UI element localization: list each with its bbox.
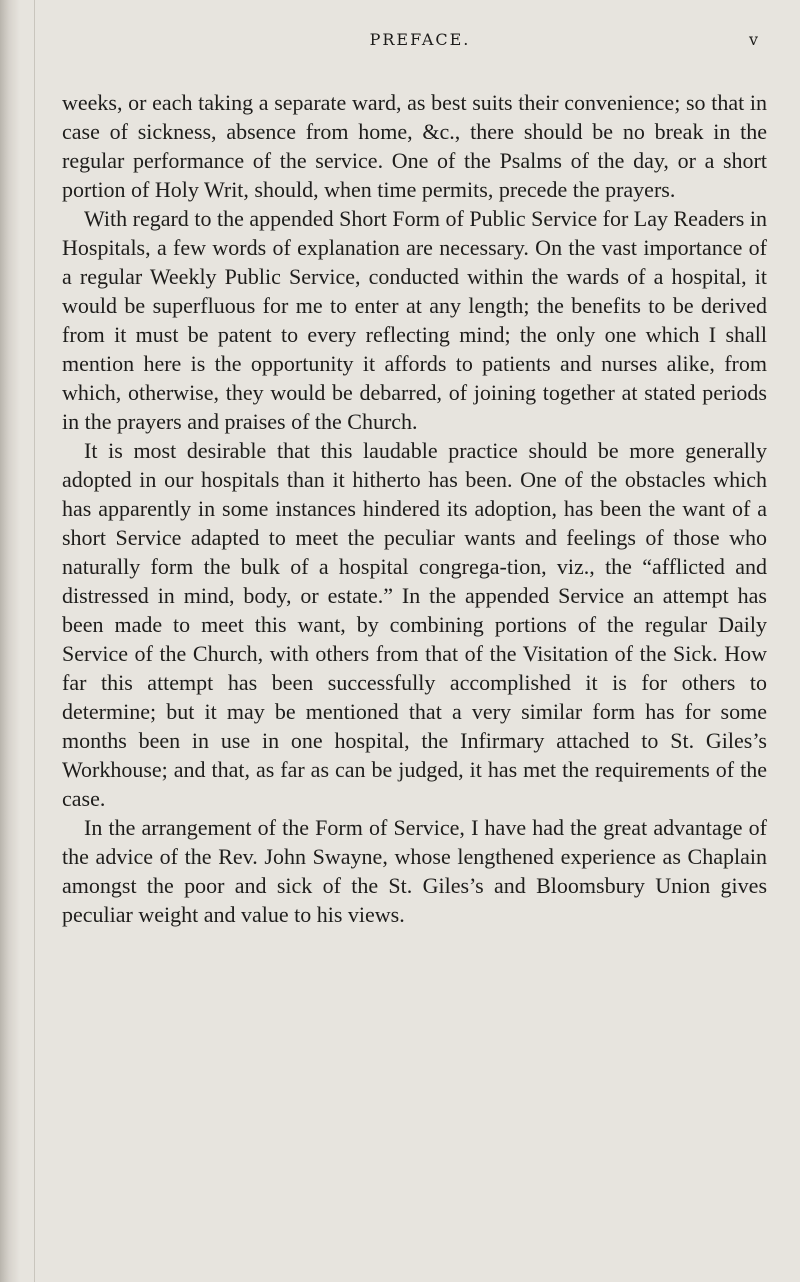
gutter-line <box>34 0 35 1282</box>
page-header <box>80 30 760 58</box>
body-text <box>62 88 767 929</box>
paragraph: In the arrangement of the Form of Service, I have had the great advantage of the advice of the Rev. John Swayne, whose lengthened experience as Chaplain amongst the poor and sick of the St. Giles’s and Bloomsbury Union gives peculiar weight and value to his views. <box>62 815 767 927</box>
paragraph: With regard to the appended Short Form of Public Service for Lay Readers in Hospitals, a few words of explanation are necessary. On the vast importance of a regular Weekly Public Service, conducted within the wards of a hospital, it would be superfluous for me to enter at any length; the benefits to be derived from it must be patent to every reflecting mind; the only one which I shall mention here is the opportunity it affords to patients and nurses alike, from which, otherwise, they would be debarred, of joining together at stated periods in the prayers and praises of the Church. <box>62 206 767 434</box>
binding-gutter <box>0 0 20 1282</box>
paragraph: It is most desirable that this laudable practice should be more generally adopted in our hospitals than it hitherto has been. One of the obstacles which has apparently in some instances hindered its adoption, has been the want of a short Service adapted to meet the peculiar wants and feelings of those who naturally form the bulk of a hospital congrega-tion, viz., the “afflicted and distressed in mind, body, or estate.” In the appended Service an attempt has been made to meet this want, by combining portions of the regular Daily Service of the Church, with others from that of the Visitation of the Sick. How far this attempt has been successfully accomplished it is for others to determine; but it may be mentioned that a very similar form has for some months been in use in one hospital, the Infirmary attached to St. Giles’s Workhouse; and that, as far as can be judged, it has met the requirements of the case. <box>62 438 767 811</box>
paragraph: weeks, or each taking a separate ward, as best suits their convenience; so that in case of sickness, absence from home, &c., there should be no break in the regular performance of the service. One of the Psalms of the day, or a short portion of Holy Writ, should, when time permits, precede the prayers. <box>62 90 767 202</box>
running-head: PREFACE. <box>369 30 471 49</box>
page-number: v <box>748 30 758 49</box>
